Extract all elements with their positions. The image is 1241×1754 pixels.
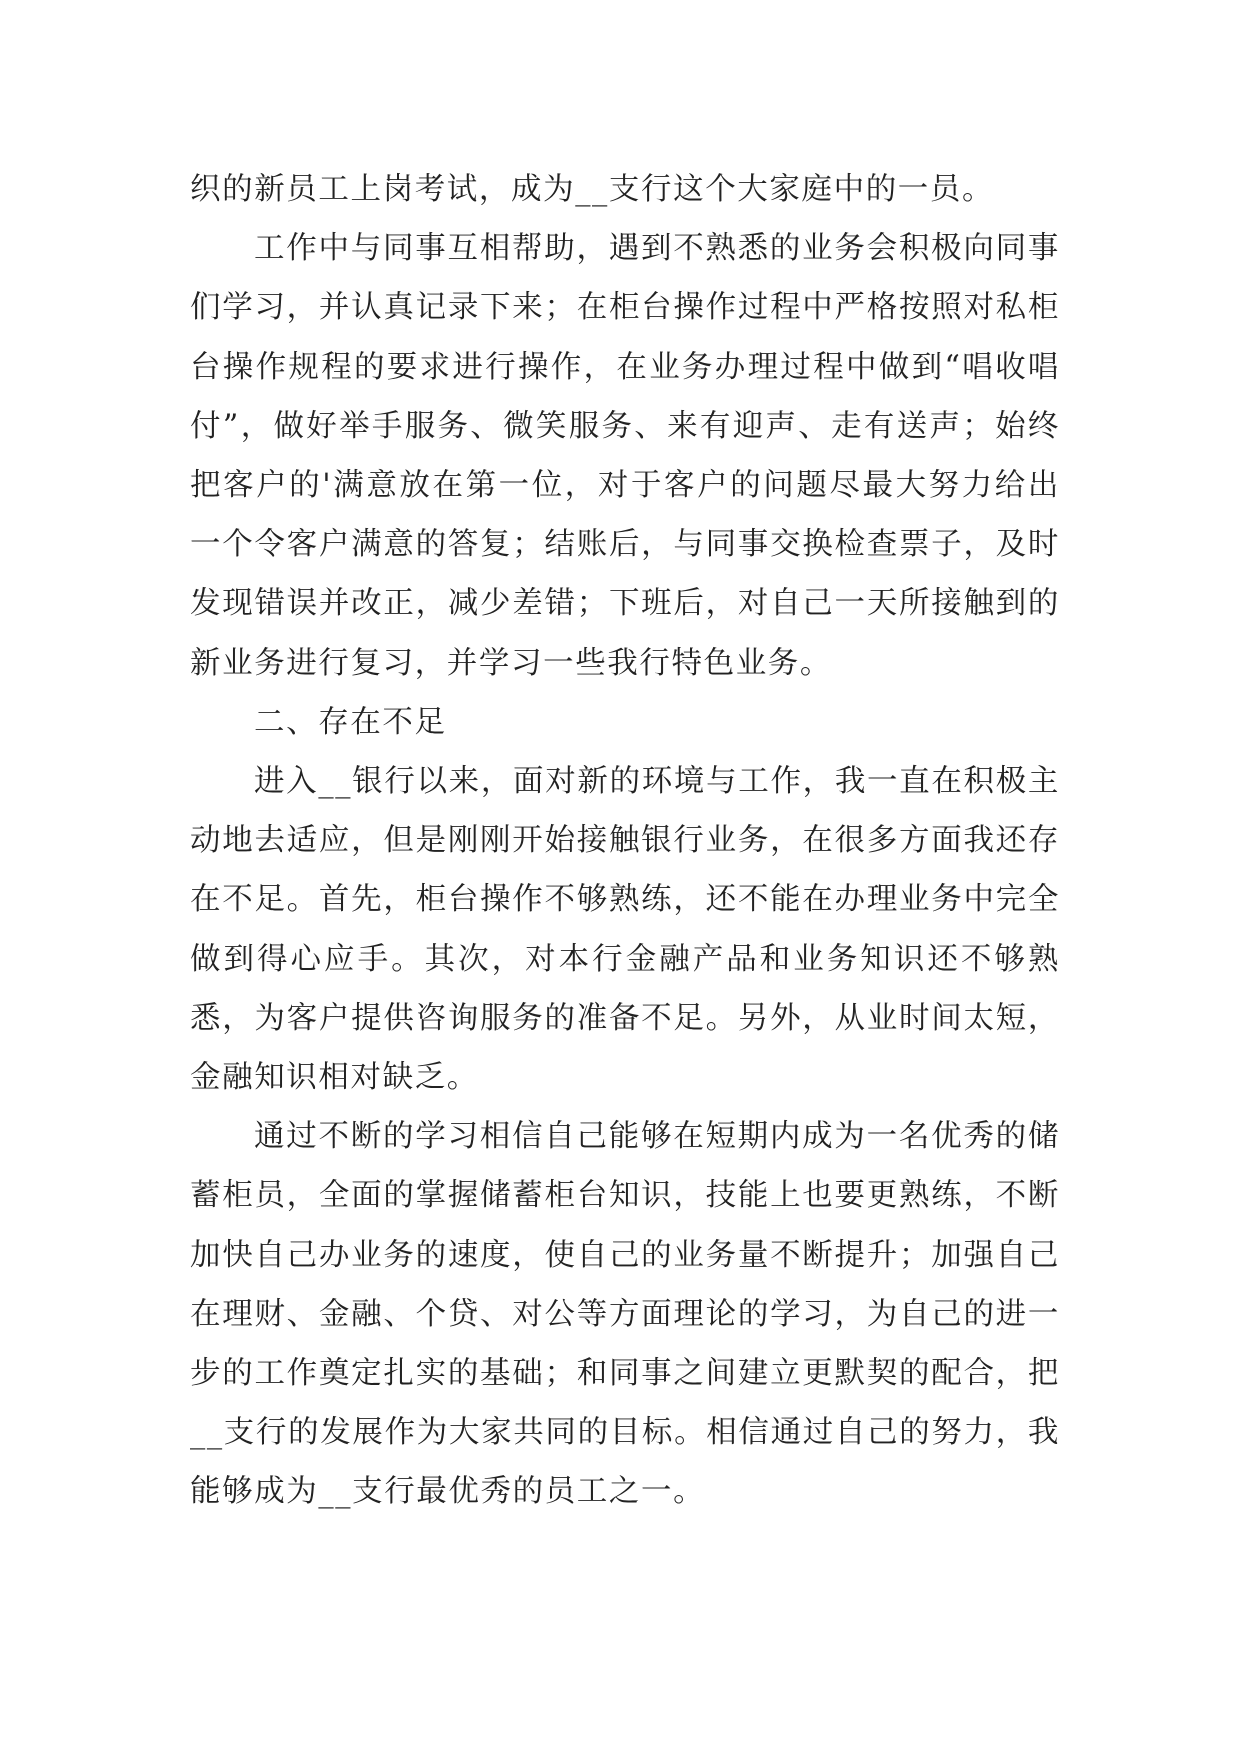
section-heading-shortcomings: 二、存在不足 [254,704,447,740]
paragraph-continuation: 织的新员工上岗考试，成为__支行这个大家庭中的一员。 [190,172,995,207]
document-body [190,160,1060,1522]
paragraph-shortcomings: 进入__银行以来，面对新的环境与工作，我一直在积极主动地去适应，但是刚刚开始接触银行业务，在很多方面我还存在不足。首先，柜台操作不够熟练，还不能在办理业务中完全做到得心应手。其次，对本行金融产品和业务知识还不够熟悉，为客户提供咨询服务的准备不足。另外，从业时间太短，金融知识相对缺乏。 [190,764,1060,1096]
paragraph-work-description: 工作中与同事互相帮助，遇到不熟悉的业务会积极向同事们学习，并认真记录下来；在柜台操作过程中严格按照对私柜台操作规程的要求进行操作，在业务办理过程中做到“唱收唱付”，做好举手服务、微笑服务、来有迎声、走有送声；始终把客户的'满意放在第一位，对于客户的问题尽最大努力给出一个令客户满意的答复；结账后，与同事交换检查票子，及时发现错误并改正，减少差错；下班后，对自己一天所接触到的新业务进行复习，并学习一些我行特色业务。 [190,231,1060,681]
paragraph-future-plans: 通过不断的学习相信自己能够在短期内成为一名优秀的储蓄柜员，全面的掌握储蓄柜台知识，技能上也要更熟练，不断加快自己办业务的速度，使自己的业务量不断提升；加强自己在理财、金融、个贷、对公等方面理论的学习，为自己的进一步的工作奠定扎实的基础；和同事之间建立更默契的配合，把__支行的发展作为大家共同的目标。相信通过自己的努力，我能够成为__支行最优秀的员工之一。 [190,1119,1060,1510]
